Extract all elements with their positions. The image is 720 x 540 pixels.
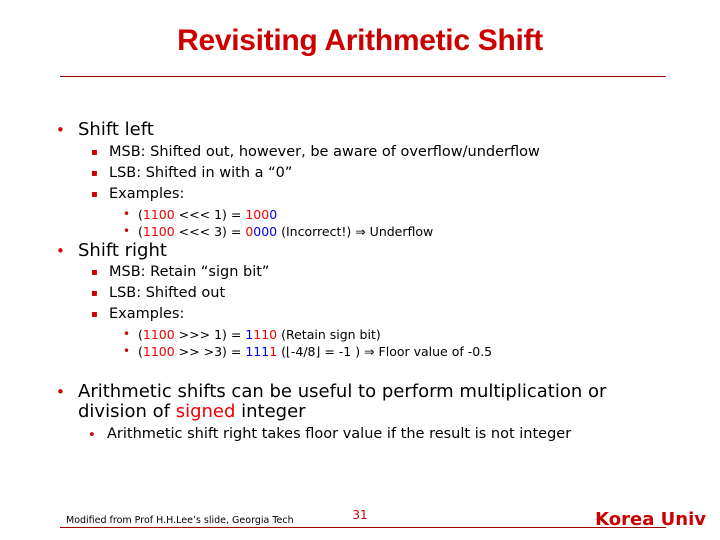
shift-left-example-1: [138, 207, 277, 222]
example-operator: >> >3) =: [174, 344, 246, 359]
bullet-marker: •: [56, 121, 65, 139]
example-operand: 1100: [142, 207, 175, 222]
example-result-red: 110: [253, 327, 278, 342]
example-result-blue: 111: [245, 344, 270, 359]
example-open-paren: (: [138, 327, 143, 342]
shift-left-example-2: [138, 224, 433, 239]
example-result-blue: 000: [253, 224, 278, 239]
shift-left-examples-label: Examples:: [109, 186, 185, 202]
sub-bullet-marker: ▪: [91, 267, 98, 278]
example-note: (⌊-4/8⌋ = -1 ) ⇒ Floor value of -0.5: [277, 344, 493, 359]
arith-line-2: [78, 401, 306, 422]
shift-right-example-1: [138, 327, 381, 342]
sub-bullet-marker: ▪: [91, 309, 98, 320]
example-operator: <<< 3) =: [174, 224, 246, 239]
shift-right-example-2: [138, 344, 492, 359]
sub-bullet-marker: •: [88, 428, 96, 443]
sub-bullet-marker: ▪: [91, 147, 98, 158]
arith-line-2-pre: division of: [78, 401, 176, 422]
example-operand: 1100: [142, 224, 175, 239]
slide-title: Revisiting Arithmetic Shift: [177, 24, 543, 57]
page-number: 31: [352, 508, 368, 522]
sub-bullet-marker: ▪: [91, 168, 98, 179]
example-result-blue: 1: [245, 327, 254, 342]
shift-left-heading: Shift left: [78, 119, 154, 140]
example-result-red: 0: [245, 224, 254, 239]
footer-divider: [60, 527, 666, 528]
example-operator: >>> 1) =: [174, 327, 246, 342]
sub-bullet-marker: ▪: [91, 288, 98, 299]
example-open-paren: (: [138, 207, 143, 222]
example-result-red: 1: [269, 344, 278, 359]
arith-signed-word: signed: [175, 401, 236, 422]
example-operand: 1100: [142, 327, 175, 342]
footer-credit: Modified from Prof H.H.Lee’s slide, Georgia Tech: [66, 515, 294, 526]
footer-brand: Korea Univ: [595, 509, 706, 530]
example-result-blue: 0: [269, 207, 278, 222]
shift-right-lsb: LSB: Shifted out: [109, 285, 226, 301]
shift-right-msb: MSB: Retain “sign bit”: [109, 264, 270, 280]
sub-sub-bullet-marker: •: [123, 207, 131, 221]
sub-sub-bullet-marker: •: [123, 327, 131, 341]
title-divider: [60, 76, 666, 77]
arith-sub: Arithmetic shift right takes floor value if the result is not integer: [107, 426, 572, 442]
example-result-red: 100: [245, 207, 270, 222]
example-note: (Retain sign bit): [277, 327, 381, 342]
sub-bullet-marker: ▪: [91, 189, 98, 200]
arith-line-2-post: integer: [235, 401, 306, 422]
example-open-paren: (: [138, 224, 143, 239]
bullet-marker: •: [56, 383, 65, 401]
example-note: (Incorrect!) ⇒ Underflow: [277, 224, 434, 239]
bullet-marker: •: [56, 242, 65, 260]
sub-sub-bullet-marker: •: [123, 344, 131, 358]
sub-sub-bullet-marker: •: [123, 224, 131, 238]
shift-right-examples-label: Examples:: [109, 306, 185, 322]
example-operand: 1100: [142, 344, 175, 359]
shift-left-msb: MSB: Shifted out, however, be aware of overflow/underflow: [109, 144, 540, 160]
example-operator: <<< 1) =: [174, 207, 246, 222]
example-open-paren: (: [138, 344, 143, 359]
shift-left-lsb: LSB: Shifted in with a “0”: [109, 165, 293, 181]
arith-line-1: Arithmetic shifts can be useful to perform multiplication or: [78, 381, 607, 402]
shift-right-heading: Shift right: [78, 240, 167, 261]
